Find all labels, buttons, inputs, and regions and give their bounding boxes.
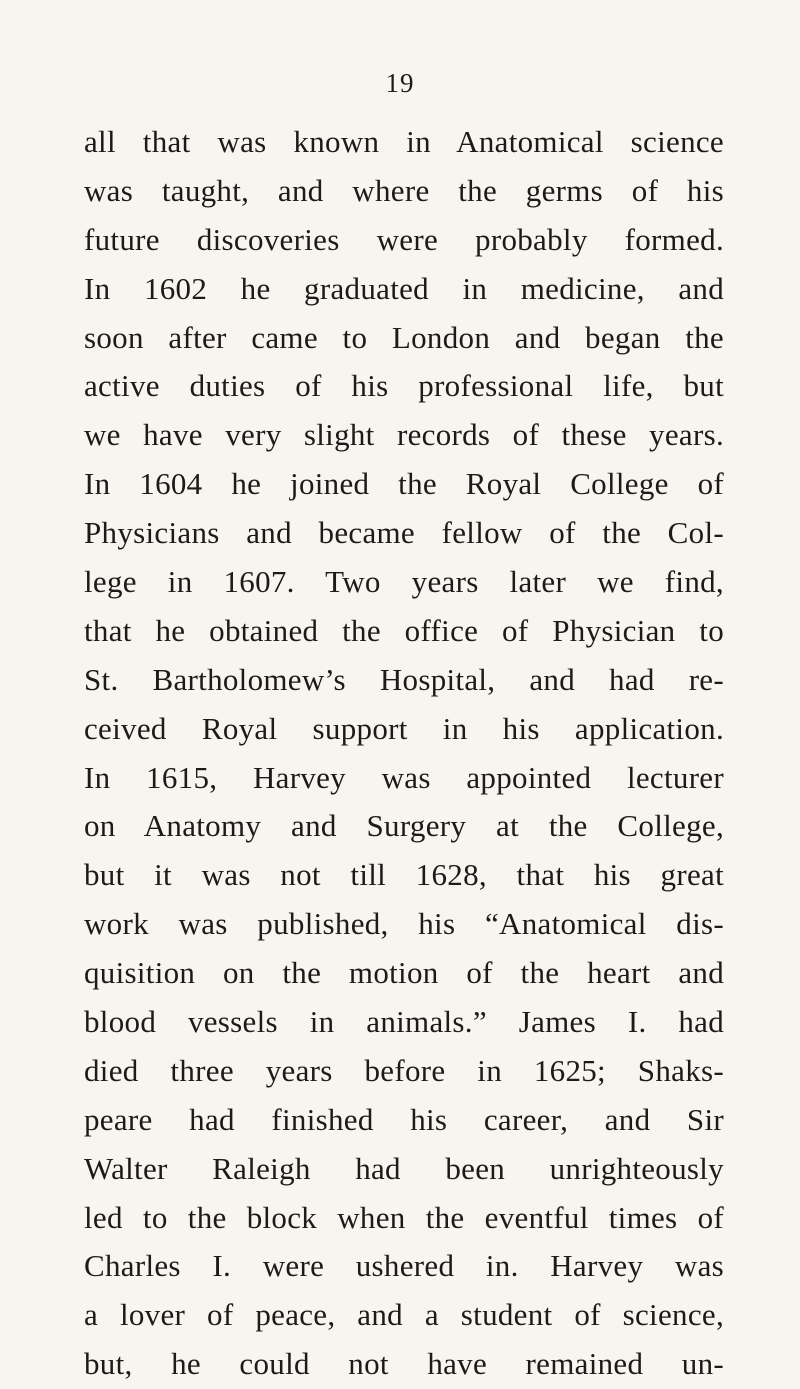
text-line: active duties of his professional life, but (84, 368, 724, 404)
text-line: died three years before in 1625; Shaks- (84, 1052, 724, 1088)
text-line: lege in 1607. Two years later we find, (84, 564, 724, 600)
text-line: peare had finished his career, and Sir (84, 1101, 724, 1137)
text-line: Walter Raleigh had been unrighteously (84, 1150, 724, 1186)
text-line: on Anatomy and Surgery at the College, (84, 808, 724, 844)
text-line: Charles I. were ushered in. Harvey was (84, 1248, 724, 1284)
text-line: blood vessels in animals.” James I. had (84, 1004, 724, 1040)
text-line: a lover of peace, and a student of science, (84, 1297, 724, 1333)
text-line: but it was not till 1628, that his great (84, 857, 724, 893)
text-line: work was published, his “Anatomical dis- (84, 906, 724, 942)
text-line: St. Bartholomew’s Hospital, and had re- (84, 661, 724, 697)
text-line: all that was known in Anatomical science (84, 124, 724, 159)
text-line: that he obtained the office of Physician to (84, 612, 724, 648)
text-line: ceived Royal support in his application. (84, 710, 724, 746)
text-line: led to the block when the eventful times of (84, 1199, 724, 1235)
text-line: Physicians and became fellow of the Col- (84, 515, 724, 551)
text-line: In 1604 he joined the Royal College of (84, 466, 724, 502)
text-line: future discoveries were probably formed. (84, 221, 724, 257)
body-text (84, 118, 724, 1389)
text-line: quisition on the motion of the heart and (84, 955, 724, 991)
page-number: 19 (385, 68, 415, 98)
text-line: In 1615, Harvey was appointed lecturer (84, 759, 724, 795)
text-line: was taught, and where the germs of his (84, 172, 724, 208)
text-line: but, he could not have remained un- (84, 1346, 724, 1382)
text-line: In 1602 he graduated in medicine, and (84, 270, 724, 306)
text-line: soon after came to London and began the (84, 319, 724, 355)
text-line: we have very slight records of these years. (84, 417, 724, 453)
